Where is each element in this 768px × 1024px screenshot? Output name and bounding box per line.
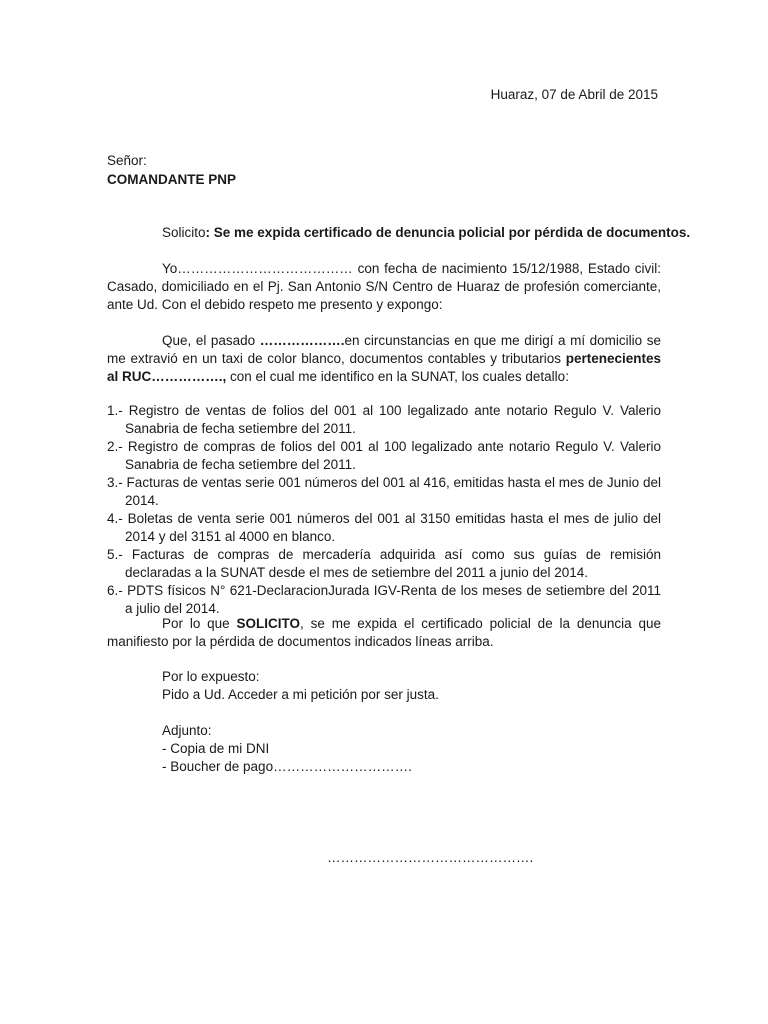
- subject-line: [162, 224, 690, 242]
- greeting: Señor:: [107, 153, 147, 168]
- closing-part1: Por lo que: [162, 616, 237, 631]
- document-list: [107, 402, 661, 618]
- body-part2: en circunstancias en que me dirigí a mí domicilio se me extravió en un taxi de color blanco, documentos contables y tributarios: [107, 333, 661, 366]
- list-item: 4.- Boletas de venta serie 001 números del 001 al 3150 emitidas hasta el mes de julio del 2014 y del 3151 al 4000 en blanco.: [107, 511, 661, 544]
- request-line-1: Por lo expuesto:: [162, 669, 260, 684]
- list-item: 6.- PDTS físicos N° 621-DeclaracionJurada IGV-Renta de los meses de setiembre del 2011 a julio del 2014.: [107, 583, 661, 616]
- list-item: 5.- Facturas de compras de mercadería adquirida así como sus guías de remisión declaradas a la SUNAT desde el mes de setiembre del 2011 a junio del 2014.: [107, 547, 661, 580]
- closing-bold: SOLICITO: [236, 616, 301, 631]
- request-block: [162, 668, 439, 704]
- attachment-item: - Copia de mi DNI: [162, 741, 270, 756]
- attachment-item: - Boucher de pago………………………….: [162, 759, 412, 774]
- body-ruc: pertenecientes al RUC…………….,: [107, 351, 661, 384]
- subject-label: Solicito: [162, 225, 206, 240]
- request-line-2: Pido a Ud. Acceder a mi petición por ser justa.: [162, 687, 439, 702]
- list-item: 1.- Registro de ventas de folios del 001 al 100 legalizado ante notario Regulo V. Valerio Sanabria de fecha setiembre del 2011.: [107, 403, 661, 436]
- body-part3: con el cual me identifico en la SUNAT, los cuales detallo:: [226, 369, 569, 384]
- intro-paragraph: Yo………………………………… con fecha de nacimiento 15/12/1988, Estado civil: Casado, domiciliado en el Pj. San Antonio S/N Centro de Huaraz de profesión comerciante, ante Ud. Con el debido respeto me presento y expongo:: [107, 261, 661, 312]
- letter-date: Huaraz, 07 de Abril de 2015: [490, 87, 658, 102]
- attachments-title: Adjunto:: [162, 723, 212, 738]
- body-date-dots: ……………….: [259, 333, 345, 348]
- list-item: 3.- Facturas de ventas serie 001 números del 001 al 416, emitidas hasta el mes de Junio del 2014.: [107, 475, 661, 508]
- signature-line: ……………………………………….: [327, 850, 534, 865]
- recipient: COMANDANTE PNP: [107, 172, 237, 187]
- body-paragraph: [107, 332, 661, 386]
- attachments-block: [162, 722, 412, 776]
- subject-text: : Se me expida certificado de denuncia policial por pérdida de documentos.: [205, 225, 691, 240]
- list-item: 2.- Registro de compras de folios del 001 al 100 legalizado ante notario Regulo V. Valerio Sanabria de fecha setiembre del 2011.: [107, 439, 661, 472]
- body-part1: Que, el pasado: [162, 333, 260, 348]
- closing-paragraph: [107, 615, 661, 651]
- closing-part2: , se me expida el certificado policial de la denuncia que manifiesto por la pérdida de documentos indicados líneas arriba.: [107, 616, 662, 649]
